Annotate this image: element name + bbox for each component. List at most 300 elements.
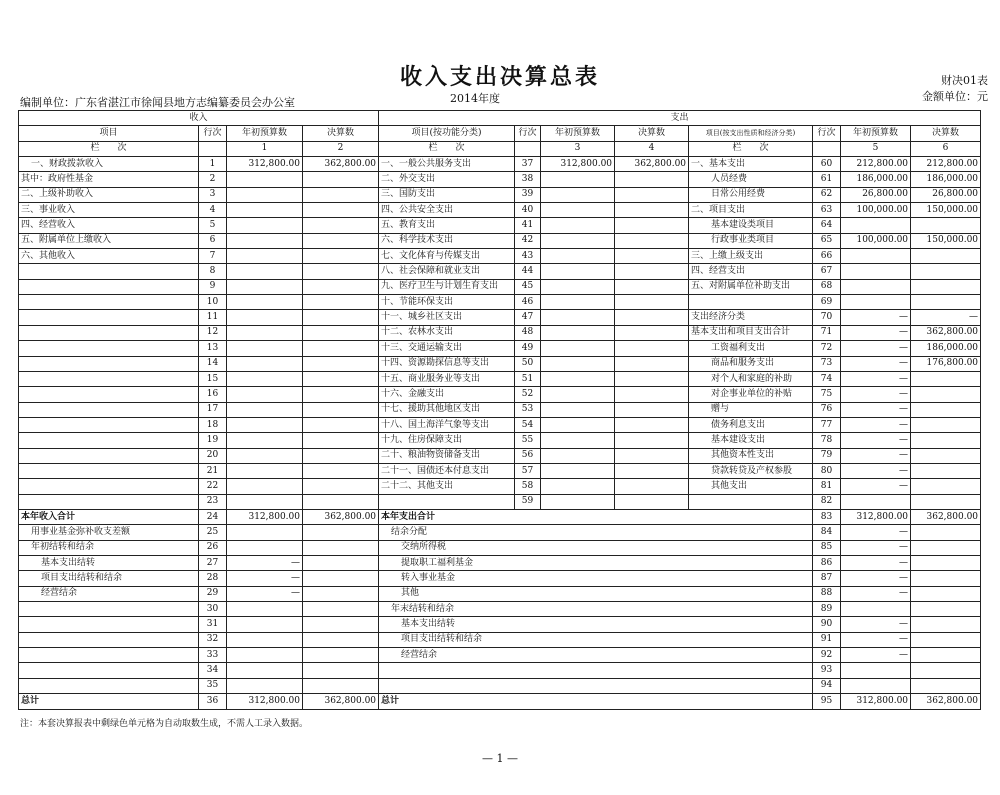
- income-item: [19, 387, 199, 402]
- blank-cell: [813, 141, 841, 156]
- func-final: [615, 218, 689, 233]
- income-item: [19, 602, 199, 617]
- income-final: [303, 295, 379, 310]
- income-line: 12: [199, 325, 227, 340]
- bottom-item: [379, 663, 813, 678]
- econ-item: 工资福利支出: [689, 341, 813, 356]
- col-line: 行次: [199, 126, 227, 141]
- func-final: [615, 295, 689, 310]
- func-final: [615, 417, 689, 432]
- col-line: 行次: [813, 126, 841, 141]
- reporting-organization: 编制单位：广东省湛江市徐闻县地方志编纂委员会办公室: [20, 96, 295, 109]
- bottom-final: [911, 663, 981, 678]
- econ-item: 其他资本性支出: [689, 448, 813, 463]
- econ-budget: —: [841, 417, 911, 432]
- table-row: [19, 371, 981, 386]
- table-row: [19, 678, 981, 693]
- func-line: 43: [515, 249, 541, 264]
- income-final: [303, 525, 379, 540]
- bottom-final: [911, 617, 981, 632]
- income-budget: [227, 187, 303, 202]
- bottom-item: 总计: [379, 694, 813, 710]
- func-budget: [541, 295, 615, 310]
- econ-line: 76: [813, 402, 841, 417]
- amount-unit: 金额单位：元: [922, 90, 988, 103]
- table-row: [19, 325, 981, 340]
- func-budget: [541, 172, 615, 187]
- func-budget: [541, 371, 615, 386]
- income-line: 21: [199, 463, 227, 478]
- bottom-item: 经营结余: [379, 648, 813, 663]
- income-final: 362,800.00: [303, 694, 379, 710]
- func-budget: [541, 187, 615, 202]
- econ-budget: —: [841, 433, 911, 448]
- econ-line: 71: [813, 325, 841, 340]
- table-row: [19, 555, 981, 570]
- econ-item: 一、基本支出: [689, 157, 813, 172]
- income-line: 10: [199, 295, 227, 310]
- table-row: [19, 463, 981, 478]
- econ-line: 67: [813, 264, 841, 279]
- income-budget: [227, 371, 303, 386]
- income-item: [19, 678, 199, 693]
- lanci-label: 栏 次: [19, 141, 199, 156]
- income-final: [303, 356, 379, 371]
- col-econ-item: 项目(按支出性质和经济分类): [689, 126, 813, 141]
- income-budget: [227, 356, 303, 371]
- income-line: 3: [199, 187, 227, 202]
- income-final: [303, 433, 379, 448]
- income-line: 24: [199, 509, 227, 524]
- econ-budget: [841, 295, 911, 310]
- func-line: 39: [515, 187, 541, 202]
- econ-line: 82: [813, 494, 841, 509]
- func-final: [615, 325, 689, 340]
- econ-budget: —: [841, 371, 911, 386]
- bottom-item: 其他: [379, 586, 813, 601]
- table-row: [19, 310, 981, 325]
- table-row: [19, 509, 981, 524]
- func-item: 二、外交支出: [379, 172, 515, 187]
- func-budget: [541, 494, 615, 509]
- income-item: 经营结余: [19, 586, 199, 601]
- econ-final: 176,800.00: [911, 356, 981, 371]
- income-line: 4: [199, 203, 227, 218]
- func-item: 十四、资源勘探信息等支出: [379, 356, 515, 371]
- income-item: [19, 617, 199, 632]
- income-final: [303, 632, 379, 647]
- col-number: 1: [227, 141, 303, 156]
- income-item: 其中：政府性基金: [19, 172, 199, 187]
- table-row: [19, 540, 981, 555]
- func-final: [615, 187, 689, 202]
- econ-item: 基本支出和项目支出合计: [689, 325, 813, 340]
- econ-final: 186,000.00: [911, 341, 981, 356]
- table-row: [19, 417, 981, 432]
- econ-line: 60: [813, 157, 841, 172]
- econ-budget: 100,000.00: [841, 233, 911, 248]
- income-line: 18: [199, 417, 227, 432]
- col-number: 4: [615, 141, 689, 156]
- income-line: 1: [199, 157, 227, 172]
- bottom-final: 362,800.00: [911, 509, 981, 524]
- income-item: 五、附属单位上缴收入: [19, 233, 199, 248]
- income-line: 7: [199, 249, 227, 264]
- econ-line: 78: [813, 433, 841, 448]
- func-final: [615, 279, 689, 294]
- func-line: 38: [515, 172, 541, 187]
- income-final: [303, 678, 379, 693]
- econ-line: 75: [813, 387, 841, 402]
- income-final: [303, 586, 379, 601]
- econ-budget: 100,000.00: [841, 203, 911, 218]
- econ-final: [911, 448, 981, 463]
- income-budget: [227, 310, 303, 325]
- func-item: 六、科学技术支出: [379, 233, 515, 248]
- bottom-final: [911, 555, 981, 570]
- func-item: 十九、住房保障支出: [379, 433, 515, 448]
- econ-budget: —: [841, 325, 911, 340]
- income-final: [303, 233, 379, 248]
- income-budget: [227, 218, 303, 233]
- income-line: 34: [199, 663, 227, 678]
- lanci-label: 栏 次: [379, 141, 515, 156]
- func-line: 44: [515, 264, 541, 279]
- bottom-item: 项目支出结转和结余: [379, 632, 813, 647]
- econ-item: 人员经费: [689, 172, 813, 187]
- econ-item: 二、项目支出: [689, 203, 813, 218]
- func-line: 56: [515, 448, 541, 463]
- income-budget: [227, 663, 303, 678]
- bottom-line: 92: [813, 648, 841, 663]
- econ-line: 79: [813, 448, 841, 463]
- econ-item: 对企事业单位的补贴: [689, 387, 813, 402]
- func-budget: [541, 463, 615, 478]
- income-line: 19: [199, 433, 227, 448]
- func-line: 47: [515, 310, 541, 325]
- table-row: [19, 433, 981, 448]
- func-final: [615, 249, 689, 264]
- func-budget: [541, 249, 615, 264]
- func-line: 54: [515, 417, 541, 432]
- table-row: [19, 694, 981, 710]
- col-number: 3: [541, 141, 615, 156]
- income-budget: [227, 325, 303, 340]
- table-row: [19, 479, 981, 494]
- income-item: 三、事业收入: [19, 203, 199, 218]
- bottom-budget: —: [841, 632, 911, 647]
- income-item: [19, 295, 199, 310]
- econ-item: 四、经营支出: [689, 264, 813, 279]
- income-item: [19, 663, 199, 678]
- econ-line: 69: [813, 295, 841, 310]
- bottom-item: 本年支出合计: [379, 509, 813, 524]
- table-row: [19, 341, 981, 356]
- income-budget: [227, 233, 303, 248]
- income-budget: [227, 172, 303, 187]
- func-budget: [541, 417, 615, 432]
- func-line: 41: [515, 218, 541, 233]
- income-line: 22: [199, 479, 227, 494]
- bottom-final: [911, 586, 981, 601]
- econ-item: 三、上缴上级支出: [689, 249, 813, 264]
- func-line: 58: [515, 479, 541, 494]
- bottom-item: 结余分配: [379, 525, 813, 540]
- income-line: 14: [199, 356, 227, 371]
- bottom-line: 86: [813, 555, 841, 570]
- blank-cell: [515, 141, 541, 156]
- col-number: 2: [303, 141, 379, 156]
- bottom-line: 83: [813, 509, 841, 524]
- econ-line: 77: [813, 417, 841, 432]
- column-number-row: [19, 141, 981, 156]
- econ-line: 61: [813, 172, 841, 187]
- income-budget: [227, 632, 303, 647]
- table-row: [19, 448, 981, 463]
- income-item: 本年收入合计: [19, 509, 199, 524]
- table-row: [19, 632, 981, 647]
- income-line: 29: [199, 586, 227, 601]
- income-budget: [227, 678, 303, 693]
- func-item: 九、医疗卫生与计划生育支出: [379, 279, 515, 294]
- bottom-final: [911, 678, 981, 693]
- econ-final: [911, 479, 981, 494]
- econ-line: 80: [813, 463, 841, 478]
- income-item: 二、上级补助收入: [19, 187, 199, 202]
- table-row: [19, 233, 981, 248]
- table-row: [19, 571, 981, 586]
- income-budget: 312,800.00: [227, 157, 303, 172]
- econ-budget: —: [841, 463, 911, 478]
- econ-budget: 26,800.00: [841, 187, 911, 202]
- func-item: 十七、援助其他地区支出: [379, 402, 515, 417]
- econ-final: [911, 387, 981, 402]
- table-row: [19, 356, 981, 371]
- econ-line: 74: [813, 371, 841, 386]
- func-budget: [541, 479, 615, 494]
- econ-budget: —: [841, 356, 911, 371]
- bottom-budget: —: [841, 648, 911, 663]
- bottom-budget: —: [841, 525, 911, 540]
- table-body: [19, 111, 981, 710]
- income-item: 四、经营收入: [19, 218, 199, 233]
- income-item: [19, 494, 199, 509]
- income-item: [19, 632, 199, 647]
- econ-item: 基本建设支出: [689, 433, 813, 448]
- income-item: [19, 463, 199, 478]
- func-item: 二十、粮油物资储备支出: [379, 448, 515, 463]
- func-final: [615, 448, 689, 463]
- econ-line: 64: [813, 218, 841, 233]
- econ-line: 62: [813, 187, 841, 202]
- expense-section-label: 支出: [379, 111, 981, 126]
- econ-final: [911, 494, 981, 509]
- income-budget: [227, 264, 303, 279]
- econ-final: 212,800.00: [911, 157, 981, 172]
- income-item: [19, 264, 199, 279]
- func-budget: [541, 325, 615, 340]
- table-row: [19, 663, 981, 678]
- income-final: [303, 203, 379, 218]
- income-final: [303, 602, 379, 617]
- func-item: 一、一般公共服务支出: [379, 157, 515, 172]
- econ-budget: 212,800.00: [841, 157, 911, 172]
- func-item: 二十一、国债还本付息支出: [379, 463, 515, 478]
- func-budget: [541, 264, 615, 279]
- income-item: [19, 325, 199, 340]
- bottom-line: 85: [813, 540, 841, 555]
- func-item: 三、国防支出: [379, 187, 515, 202]
- income-line: 8: [199, 264, 227, 279]
- income-final: [303, 494, 379, 509]
- bottom-line: 95: [813, 694, 841, 710]
- report-title: 收入支出决算总表: [399, 64, 600, 90]
- income-line: 31: [199, 617, 227, 632]
- func-final: [615, 341, 689, 356]
- income-line: 27: [199, 555, 227, 570]
- bottom-item: 转入事业基金: [379, 571, 813, 586]
- table-row: [19, 648, 981, 663]
- func-final: [615, 203, 689, 218]
- income-final: [303, 540, 379, 555]
- col-line: 行次: [515, 126, 541, 141]
- income-budget: [227, 402, 303, 417]
- income-budget: [227, 448, 303, 463]
- bottom-final: 362,800.00: [911, 694, 981, 710]
- func-line: 57: [515, 463, 541, 478]
- income-line: 33: [199, 648, 227, 663]
- income-line: 36: [199, 694, 227, 710]
- func-budget: [541, 387, 615, 402]
- econ-budget: —: [841, 341, 911, 356]
- func-item: 十八、国土海洋气象等支出: [379, 417, 515, 432]
- bottom-item: 提取职工福利基金: [379, 555, 813, 570]
- econ-item: 其他支出: [689, 479, 813, 494]
- col-final: 决算数: [615, 126, 689, 141]
- section-header-row: [19, 111, 981, 126]
- income-line: 16: [199, 387, 227, 402]
- func-item: 八、社会保障和就业支出: [379, 264, 515, 279]
- econ-final: 26,800.00: [911, 187, 981, 202]
- bottom-budget: —: [841, 586, 911, 601]
- col-final: 决算数: [303, 126, 379, 141]
- bottom-final: [911, 571, 981, 586]
- income-final: [303, 617, 379, 632]
- income-final: [303, 325, 379, 340]
- table-row: [19, 402, 981, 417]
- summary-table: [18, 110, 981, 710]
- func-budget: [541, 279, 615, 294]
- table-row: [19, 387, 981, 402]
- income-item: [19, 433, 199, 448]
- func-budget: [541, 402, 615, 417]
- income-line: 20: [199, 448, 227, 463]
- table-row: [19, 172, 981, 187]
- income-budget: [227, 602, 303, 617]
- income-final: 362,800.00: [303, 157, 379, 172]
- econ-item: 赠与: [689, 402, 813, 417]
- bottom-final: [911, 525, 981, 540]
- income-final: [303, 417, 379, 432]
- func-item: 十六、金融支出: [379, 387, 515, 402]
- blank-cell: [199, 141, 227, 156]
- table-row: [19, 249, 981, 264]
- income-line: 15: [199, 371, 227, 386]
- bottom-budget: —: [841, 617, 911, 632]
- income-line: 13: [199, 341, 227, 356]
- income-final: [303, 571, 379, 586]
- col-income-item: 项目: [19, 126, 199, 141]
- income-final: [303, 479, 379, 494]
- lanci-label: 栏 次: [689, 141, 813, 156]
- func-budget: [541, 310, 615, 325]
- column-header-row: [19, 126, 981, 141]
- econ-final: [911, 249, 981, 264]
- income-item: [19, 479, 199, 494]
- income-final: [303, 555, 379, 570]
- func-final: [615, 479, 689, 494]
- bottom-budget: 312,800.00: [841, 694, 911, 710]
- table-row: [19, 602, 981, 617]
- table-row: [19, 525, 981, 540]
- func-item: 四、公共安全支出: [379, 203, 515, 218]
- econ-budget: —: [841, 402, 911, 417]
- income-item: [19, 371, 199, 386]
- econ-item: [689, 295, 813, 310]
- econ-budget: —: [841, 479, 911, 494]
- econ-line: 81: [813, 479, 841, 494]
- econ-line: 70: [813, 310, 841, 325]
- econ-line: 65: [813, 233, 841, 248]
- econ-line: 68: [813, 279, 841, 294]
- func-budget: [541, 341, 615, 356]
- income-final: [303, 402, 379, 417]
- econ-final: [911, 402, 981, 417]
- func-line: 52: [515, 387, 541, 402]
- econ-item: 支出经济分类: [689, 310, 813, 325]
- income-line: 17: [199, 402, 227, 417]
- bottom-line: 93: [813, 663, 841, 678]
- table-row: [19, 586, 981, 601]
- income-item: 基本支出结转: [19, 555, 199, 570]
- col-budget: 年初预算数: [841, 126, 911, 141]
- func-line: 42: [515, 233, 541, 248]
- table-row: [19, 187, 981, 202]
- func-item: 十一、城乡社区支出: [379, 310, 515, 325]
- income-line: 30: [199, 602, 227, 617]
- bottom-line: 84: [813, 525, 841, 540]
- econ-item: 五、对附属单位补助支出: [689, 279, 813, 294]
- func-line: 50: [515, 356, 541, 371]
- income-item: 年初结转和结余: [19, 540, 199, 555]
- page-number: — 1 —: [482, 752, 518, 765]
- bottom-line: 94: [813, 678, 841, 693]
- econ-final: 150,000.00: [911, 233, 981, 248]
- func-final: [615, 387, 689, 402]
- col-budget: 年初预算数: [227, 126, 303, 141]
- func-item: [379, 494, 515, 509]
- table-row: [19, 295, 981, 310]
- income-budget: [227, 249, 303, 264]
- income-budget: —: [227, 586, 303, 601]
- func-budget: 312,800.00: [541, 157, 615, 172]
- bottom-line: 88: [813, 586, 841, 601]
- func-budget: [541, 356, 615, 371]
- income-item: [19, 417, 199, 432]
- econ-budget: [841, 218, 911, 233]
- bottom-item: [379, 678, 813, 693]
- func-final: [615, 233, 689, 248]
